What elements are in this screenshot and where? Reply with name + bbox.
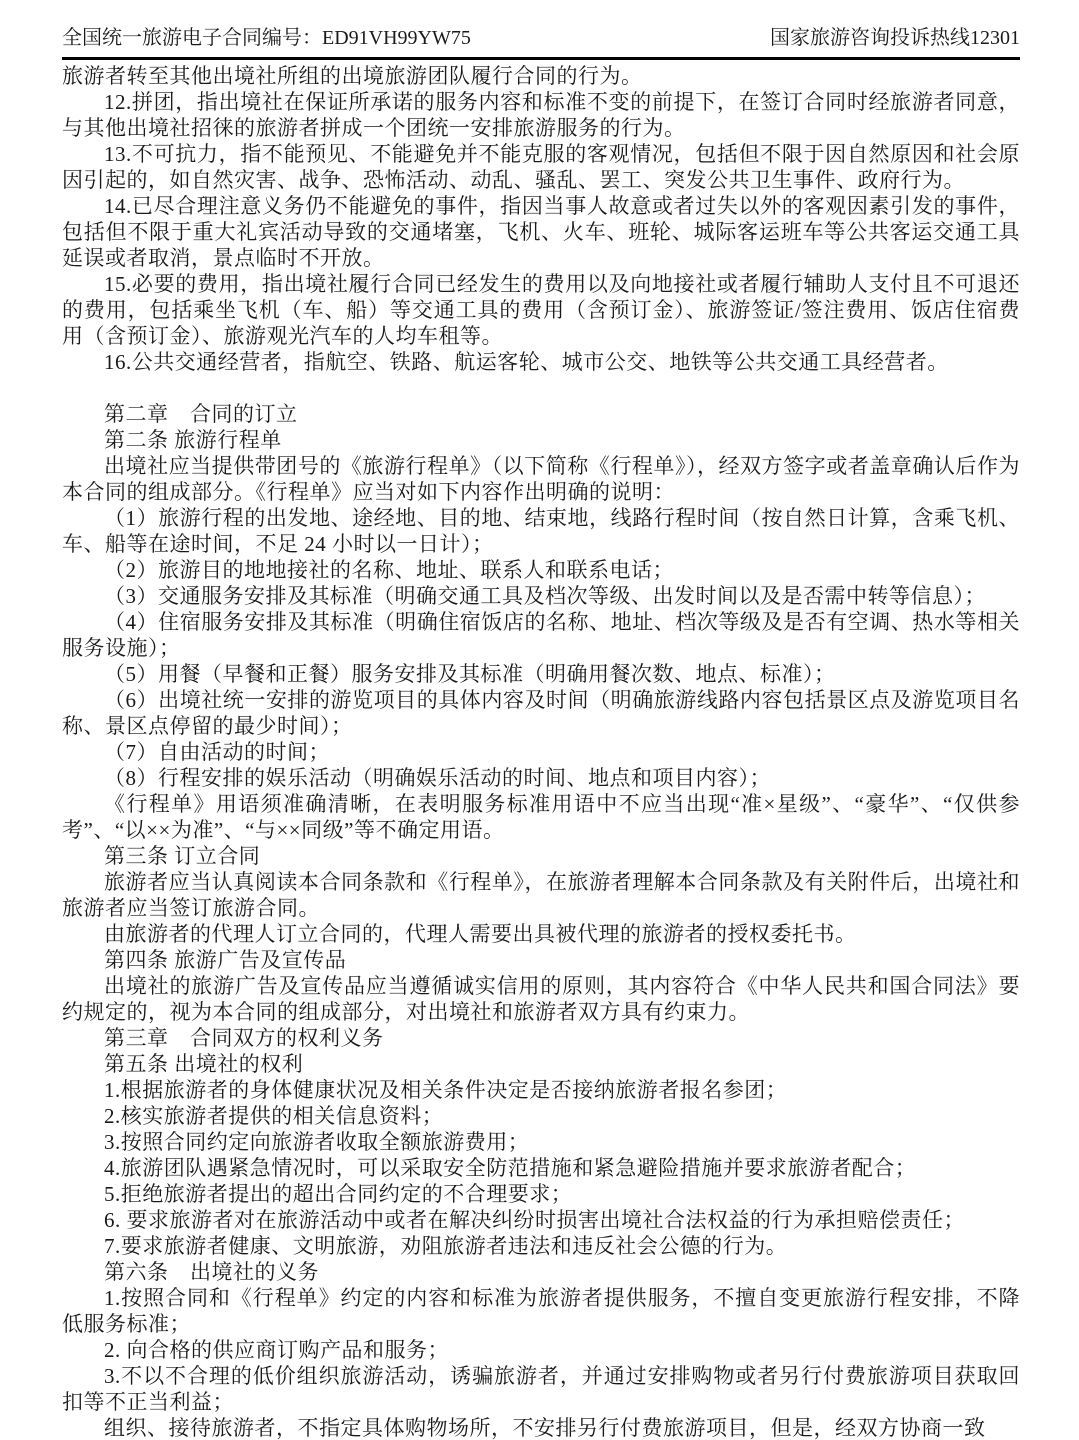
paragraph: 第六条 出境社的义务 — [104, 1260, 319, 1284]
paragraph: 7.要求旅游者健康、文明旅游，劝阻旅游者违法和违反社会公德的行为。 — [104, 1234, 788, 1258]
paragraph: 出境社的旅游广告及宣传品应当遵循诚实信用的原则，其内容符合《中华人民共和国合同法》要约规定的，视为本合同的组成部分，对出境社和旅游者双方具有约束力。 — [62, 974, 1020, 1024]
hotline-group — [770, 26, 1020, 50]
paragraph: 第三条 订立合同 — [104, 844, 261, 868]
document-body — [62, 60, 1020, 1440]
contract-number-label: 全国统一旅游电子合同编号： — [62, 27, 322, 49]
paragraph: 第二章 合同的订立 — [104, 402, 298, 426]
paragraph: （2）旅游目的地地接社的名称、地址、联系人和联系电话； — [104, 558, 674, 582]
paragraph: 4.旅游团队遇紧急情况时，可以采取安全防范措施和紧急避险措施并要求旅游者配合； — [104, 1156, 917, 1180]
paragraph: （8）行程安排的娱乐活动（明确娱乐活动的时间、地点和项目内容）； — [104, 766, 771, 790]
paragraph: 第三章 合同双方的权利义务 — [104, 1026, 384, 1050]
paragraph: 6. 要求旅游者对在旅游活动中或者在解决纠纷时损害出境社合法权益的行为承担赔偿责任； — [104, 1208, 965, 1232]
paragraph: （7）自由活动的时间； — [104, 740, 330, 764]
paragraph-spacer — [62, 375, 1020, 401]
paragraph: 出境社应当提供带团号的《旅游行程单》（以下简称《行程单》），经双方签字或者盖章确认后作为本合同的组成部分。《行程单》应当对如下内容作出明确的说明： — [62, 454, 1020, 504]
paragraph: 2. 向合格的供应商订购产品和服务； — [104, 1338, 449, 1362]
hotline-label: 国家旅游咨询投诉热线 — [770, 27, 970, 49]
paragraph: 15.必要的费用，指出境社履行合同已经发生的费用以及向地接社或者履行辅助人支付且不可退还的费用，包括乘坐飞机（车、船）等交通工具的费用（含预订金）、旅游签证/签注费用、饭店住宿费用（含预订金）、旅游观光汽车的人均车租等。 — [62, 272, 1020, 348]
document-header — [62, 0, 1020, 60]
paragraph: （4）住宿服务安排及其标准（明确住宿饭店的名称、地址、档次等级及是否有空调、热水等相关服务设施）； — [62, 610, 1020, 660]
paragraph: 由旅游者的代理人订立合同的，代理人需要出具被代理的旅游者的授权委托书。 — [104, 922, 857, 946]
paragraph: 1.按照合同和《行程单》约定的内容和标准为旅游者提供服务，不擅自变更旅游行程安排，不降低服务标准； — [62, 1286, 1020, 1336]
paragraph: 组织、接待旅游者，不指定具体购物场所，不安排另行付费旅游项目，但是，经双方协商一致 — [104, 1416, 986, 1440]
paragraph: 3.按照合同约定向旅游者收取全额旅游费用； — [104, 1130, 530, 1154]
paragraph: 旅游者转至其他出境社所组的出境旅游团队履行合同的行为。 — [62, 64, 643, 88]
paragraph: 旅游者应当认真阅读本合同条款和《行程单》，在旅游者理解本合同条款及有关附件后，出境社和旅游者应当签订旅游合同。 — [62, 870, 1020, 920]
paragraph: 14.已尽合理注意义务仍不能避免的事件，指因当事人故意或者过失以外的客观因素引发的事件，包括但不限于重大礼宾活动导致的交通堵塞，飞机、火车、班轮、城际客运班车等公共客运交通工具延误或者取消，景点临时不开放。 — [62, 194, 1020, 270]
paragraph: 3.不以不合理的低价组织旅游活动，诱骗旅游者，并通过安排购物或者另行付费旅游项目获取回扣等不正当利益； — [62, 1364, 1020, 1414]
hotline-number: 12301 — [970, 27, 1020, 49]
contract-number-value: ED91VH99YW75 — [322, 27, 471, 49]
paragraph: 16.公共交通经营者，指航空、铁路、航运客轮、城市公交、地铁等公共交通工具经营者。 — [104, 350, 949, 374]
paragraph: 5.拒绝旅游者提出的超出合同约定的不合理要求； — [104, 1182, 573, 1206]
paragraph: （6）出境社统一安排的游览项目的具体内容及时间（明确旅游线路内容包括景区点及游览项目名称、景区点停留的最少时间）； — [62, 688, 1020, 738]
paragraph: 12.拼团，指出境社在保证所承诺的服务内容和标准不变的前提下，在签订合同时经旅游者同意，与其他出境社招徕的旅游者拼成一个团统一安排旅游服务的行为。 — [62, 90, 1020, 140]
paragraph: （3）交通服务安排及其标准（明确交通工具及档次等级、出发时间以及是否需中转等信息）； — [104, 584, 986, 608]
paragraph: 1.根据旅游者的身体健康状况及相关条件决定是否接纳旅游者报名参团； — [104, 1078, 788, 1102]
paragraph: （1）旅游行程的出发地、途经地、目的地、结束地，线路行程时间（按自然日计算，含乘飞机、车、船等在途时间，不足 24 小时以一日计）； — [62, 506, 1020, 556]
paragraph: 第四条 旅游广告及宣传品 — [104, 948, 347, 972]
paragraph: 《行程单》用语须准确清晰，在表明服务标准用语中不应当出现“准×星级”、“豪华”、“仅供参考”、“以××为准”、“与××同级”等不确定用语。 — [62, 792, 1020, 842]
paragraph: 第五条 出境社的权利 — [104, 1052, 304, 1076]
paragraph: （5）用餐（早餐和正餐）服务安排及其标准（明确用餐次数、地点、标准）； — [104, 662, 836, 686]
paragraph: 第二条 旅游行程单 — [104, 428, 282, 452]
paragraph: 13.不可抗力，指不能预见、不能避免并不能克服的客观情况，包括但不限于因自然原因和社会原因引起的，如自然灾害、战争、恐怖活动、动乱、骚乱、罢工、突发公共卫生事件、政府行为。 — [62, 142, 1020, 192]
paragraph: 2.核实旅游者提供的相关信息资料； — [104, 1104, 444, 1128]
contract-number-group — [62, 26, 471, 50]
